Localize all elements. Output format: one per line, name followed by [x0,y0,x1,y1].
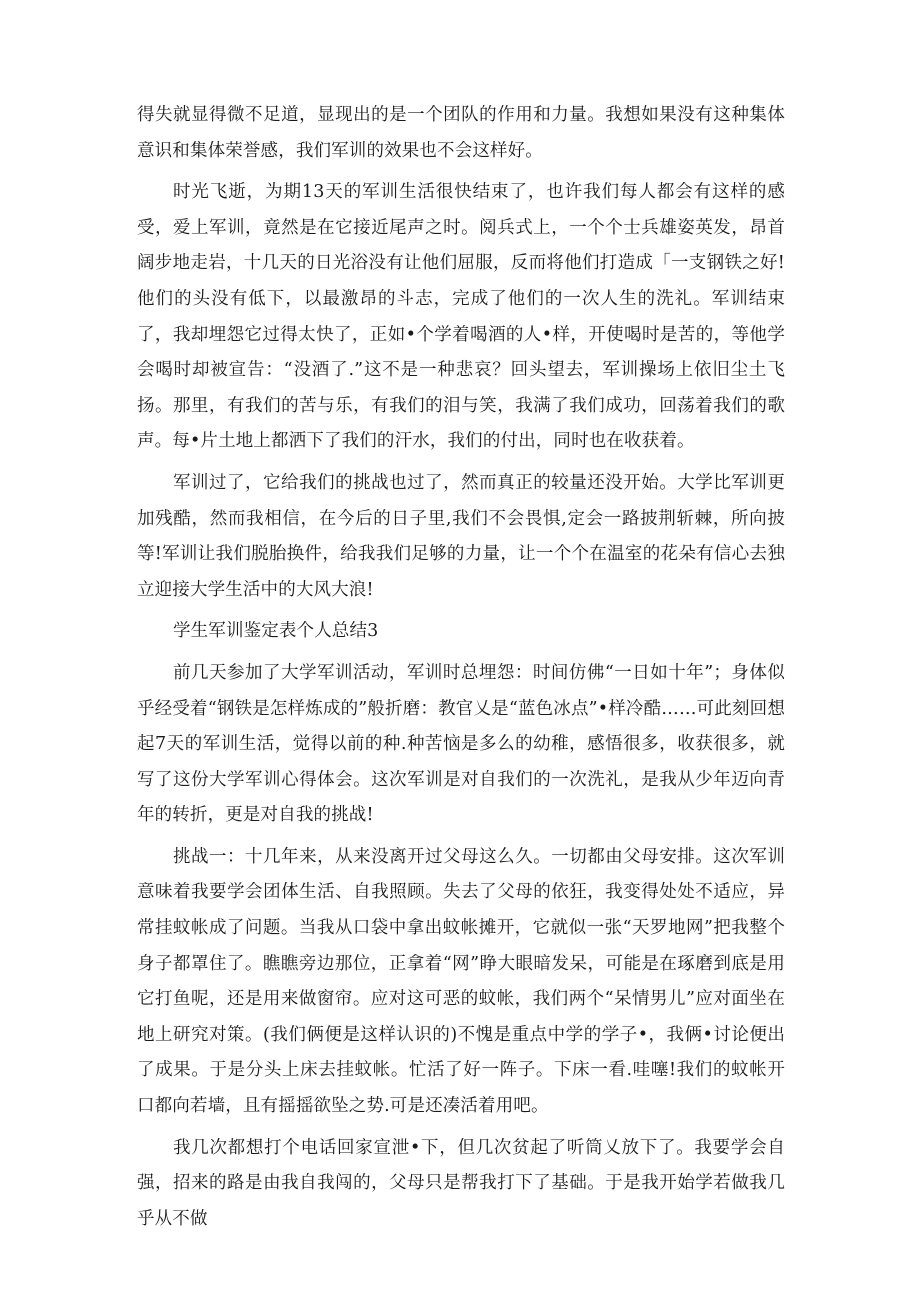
paragraph-2: 时光飞逝，为期13天的军训生活很快结束了，也许我们每人都会有这样的感受，爱上军训，竟然是在它接近尾声之时。阅兵式上，一个个士兵雄姿英发，昂首阔步地走岩，十几天的日光浴没有让他们屈服，反而将他们打造成「一支钢铁之好!他们的头没有低下，以最激昂的斗志，完成了他们的一次人生的洗礼。军训结束了，我却埋怨它过得太快了，正如•个学着喝酒的人•样，开使喝时是苦的，等他学会喝时却被宣告：“没酒了.”这不是一种悲哀？回头望去，军训操场上依旧尘土飞扬。那里，有我们的苦与乐，有我们的泪与笑，我满了我们成功，回荡着我们的歌声。每•片土地上都洒下了我们的汗水，我们的付出，同时也在收获着。 [137,182,785,452]
paragraph-4: 前几天参加了大学军训活动，军训时总埋怨：时间仿佛“一日如十年”；身体似乎经受着“钢铁是怎样炼成的”般折磨：教官乂是“蓝色冰点”•样冷酷……可此刻回想起7天的军训生活，觉得以前的种.种苦恼是多么的幼稚，感悟很多，收获很多，就写了这份大学军训心得体会。这次军训是对自我们的一次洗礼，是我从少年迈向青年的转折，更是对自我的挑战! [137,662,785,826]
paragraph-6: 我几次都想打个电话回家宣泄•下，但几次贫起了听筒乂放下了。我要学会自强，招来的路是由我自我闯的，父母只是帮我打下了基础。于是我开始学若做我几乎从不做 [137,1137,785,1229]
paragraph-3: 军训过了，它给我们的挑战也过了，然而真正的较量还没开始。大学比军训更加残酷，然而我相信，在今后的日子里,我们不会畏惧,定会一路披荆斩棘，所向披等!军训让我们脱胎换件，给我我们足够的力量，让一个个在温室的花朵有信心去独立迎接大学生活中的大风大浪! [137,472,785,600]
document-body [137,98,785,1243]
paragraph-1: 得失就显得微不足道，显现出的是一个团队的作用和力量。我想如果没有这种集体意识和集体荣誉感，我们军训的效果也不会这样好。 [137,105,785,161]
section-heading: 学生军训鉴定表个人总结3 [173,621,379,642]
paragraph-5: 挑战一：十几年来，从来没离开过父母这么久。一切都由父母安排。这次军训意味着我要学会团体生活、自我照顾。失去了父母的依狂，我变得处处不适应，异常挂蚊帐成了问题。当我从口袋中拿出蚊帐摊开，它就似一张“天罗地网”把我整个身子都罩住了。瞧瞧旁边那位，正拿着“网”睁大眼暗发呆，可能是在琢磨到底是用它打鱼呢，还是用来做窗帘。应对这可恶的蚊帐，我们两个“呆情男儿”应对面坐在地上研究对策。(我们俩便是这样认识的)不愧是重点中学的学子•，我俩•讨论便出了成果。于是分头上床去挂蚊帐。忙活了好一阵子。下床一看.哇噻!我们的蚊帐开口都向若墙，且有摇摇欲坠之势.可是还凑活着用吧。 [137,846,785,1117]
